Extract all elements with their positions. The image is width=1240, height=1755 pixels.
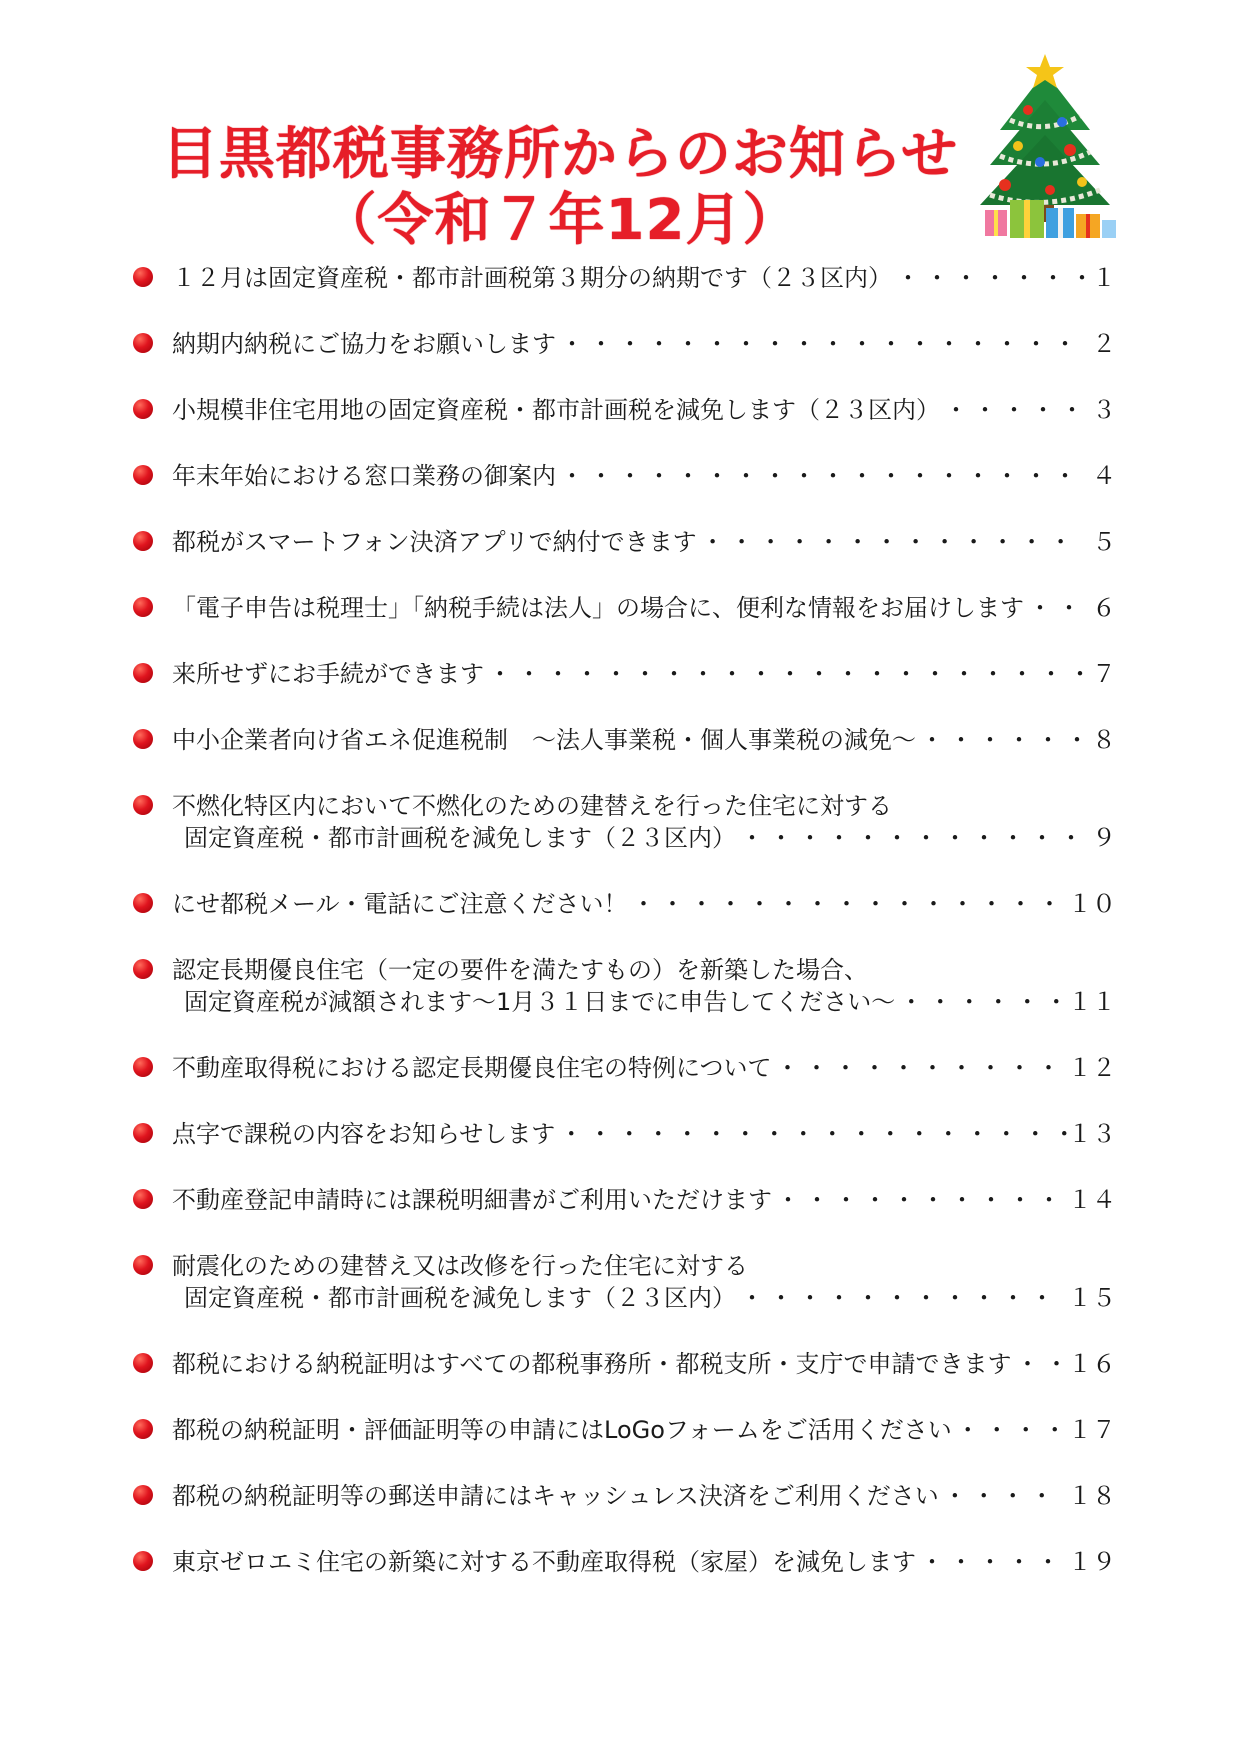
dot-leader: [916, 724, 1086, 756]
bullet-icon: [133, 1123, 153, 1143]
dot-leader: [952, 1414, 1068, 1446]
table-of-contents: [130, 262, 1120, 1578]
toc-item-title: 都税の納税証明等の郵送申請にはキャッシュレス決済をご利用ください: [172, 1482, 939, 1510]
toc-item: [130, 394, 1120, 426]
bullet-icon: [133, 267, 153, 287]
dot-leader: [484, 658, 1086, 690]
bullet-icon: [133, 729, 153, 749]
toc-item: [130, 1414, 1120, 1446]
toc-item: [130, 1118, 1120, 1150]
toc-item-title: 中小企業者向け省エネ促進税制 ～法人事業税・個人事業税の減免～: [172, 726, 916, 754]
toc-item-title: 「電子申告は税理士」「納税手続は法人」の場合に、便利な情報をお届けします: [172, 594, 1024, 622]
toc-page-number: １４: [1068, 1186, 1116, 1214]
toc-page-number: １３: [1068, 1120, 1116, 1148]
dot-leader: [1012, 1348, 1068, 1380]
title-line-1: 目黒都税事務所からのお知らせ: [161, 122, 959, 187]
toc-page-number: ８: [1092, 726, 1116, 754]
toc-item: [130, 1348, 1120, 1380]
toc-item-title-continued: 固定資産税が減額されます～1月３１日までに申告してください～: [184, 988, 896, 1016]
toc-item: [130, 1052, 1120, 1084]
toc-page-number: １９: [1068, 1548, 1116, 1576]
toc-item-title: 納期内納税にご協力をお願いします: [172, 330, 556, 358]
dot-leader: [916, 1546, 1068, 1578]
toc-item-title: 不動産登記申請時には課税明細書がご利用いただけます: [172, 1186, 772, 1214]
toc-page-number: ５: [1092, 528, 1116, 556]
toc-item-title: 不動産取得税における認定長期優良住宅の特例について: [172, 1054, 772, 1082]
toc-item-title-continued: 固定資産税・都市計画税を減免します（２３区内）: [184, 1284, 736, 1312]
bullet-icon: [133, 663, 153, 683]
toc-item-title: 都税の納税証明・評価証明等の申請にはLoGoフォームをご活用ください: [172, 1416, 952, 1444]
toc-item-title: 来所せずにお手続ができます: [172, 660, 484, 688]
toc-item: [130, 592, 1120, 624]
dot-leader: [556, 460, 1086, 492]
dot-leader: [697, 526, 1086, 558]
bullet-icon: [133, 1419, 153, 1439]
dot-leader: [895, 986, 1068, 1018]
toc-item-title: にせ都税メール・電話にご注意ください！: [172, 890, 628, 918]
bullet-icon: [133, 1255, 153, 1275]
dot-leader: [628, 888, 1068, 920]
toc-page-number: ２: [1092, 330, 1116, 358]
dot-leader: [772, 1052, 1068, 1084]
toc-page-number: １２: [1068, 1054, 1116, 1082]
toc-item-title: 東京ゼロエミ住宅の新築に対する不動産取得税（家屋）を減免します: [172, 1548, 916, 1576]
toc-item-title: 都税における納税証明はすべての都税事務所・都税支所・支庁で申請できます: [172, 1350, 1012, 1378]
dot-leader: [736, 1282, 1068, 1314]
toc-item: [130, 1546, 1120, 1578]
toc-page-number: １１: [1068, 988, 1116, 1016]
toc-item: [130, 1480, 1120, 1512]
toc-item-title: 都税がスマートフォン決済アプリで納付できます: [172, 528, 697, 556]
toc-item: [130, 1184, 1120, 1216]
title-line-2: （令和７年12月）: [320, 188, 800, 253]
bullet-icon: [133, 465, 153, 485]
toc-item: [130, 1250, 1120, 1314]
page-title: [140, 122, 980, 254]
dot-leader: [1024, 592, 1086, 624]
toc-item-title: 年末年始における窓口業務の御案内: [172, 462, 556, 490]
toc-item-title: 耐震化のための建替え又は改修を行った住宅に対する: [172, 1252, 748, 1280]
toc-page-number: ９: [1092, 824, 1116, 852]
toc-item-title: 点字で課税の内容をお知らせします: [172, 1120, 556, 1148]
bullet-icon: [133, 893, 153, 913]
toc-page-number: １０: [1068, 890, 1116, 918]
toc-item-title: 不燃化特区内において不燃化のための建替えを行った住宅に対する: [172, 792, 892, 820]
dot-leader: [736, 822, 1086, 854]
toc-item: [130, 888, 1120, 920]
toc-page-number: １: [1092, 264, 1116, 292]
toc-item: [130, 954, 1120, 1018]
toc-item-title: １２月は固定資産税・都市計画税第３期分の納期です（２３区内）: [172, 264, 892, 292]
dot-leader: [892, 262, 1086, 294]
toc-item-title-continued: 固定資産税・都市計画税を減免します（２３区内）: [184, 824, 736, 852]
toc-page-number: ４: [1092, 462, 1116, 490]
bullet-icon: [133, 531, 153, 551]
toc-item: [130, 790, 1120, 854]
dot-leader: [940, 394, 1086, 426]
dot-leader: [939, 1480, 1068, 1512]
toc-page-number: １７: [1068, 1416, 1116, 1444]
bullet-icon: [133, 1057, 153, 1077]
toc-page-number: １８: [1068, 1482, 1116, 1510]
toc-page-number: ３: [1092, 396, 1116, 424]
bullet-icon: [133, 597, 153, 617]
dot-leader: [555, 1118, 1068, 1150]
bullet-icon: [133, 1485, 153, 1505]
christmas-tree-icon: [970, 50, 1120, 245]
toc-item: [130, 328, 1120, 360]
toc-item: [130, 460, 1120, 492]
dot-leader: [772, 1184, 1068, 1216]
toc-page-number: ６: [1092, 594, 1116, 622]
toc-item-title: 小規模非住宅用地の固定資産税・都市計画税を減免します（２３区内）: [172, 396, 940, 424]
bullet-icon: [133, 959, 153, 979]
toc-page-number: １６: [1068, 1350, 1116, 1378]
toc-item: [130, 526, 1120, 558]
bullet-icon: [133, 1189, 153, 1209]
bullet-icon: [133, 1353, 153, 1373]
toc-item: [130, 262, 1120, 294]
toc-page-number: １５: [1068, 1284, 1116, 1312]
toc-page-number: ７: [1092, 660, 1116, 688]
dot-leader: [556, 328, 1086, 360]
bullet-icon: [133, 795, 153, 815]
bullet-icon: [133, 1551, 153, 1571]
bullet-icon: [133, 333, 153, 353]
toc-item-title: 認定長期優良住宅（一定の要件を満たすもの）を新築した場合、: [172, 956, 868, 984]
toc-item: [130, 724, 1120, 756]
toc-item: [130, 658, 1120, 690]
bullet-icon: [133, 399, 153, 419]
